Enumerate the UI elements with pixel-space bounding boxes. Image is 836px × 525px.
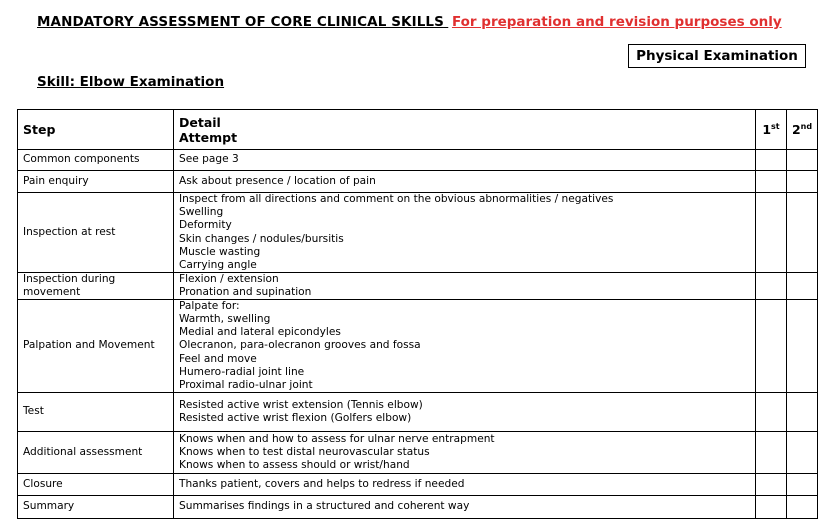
first-attempt-checkbox-cell[interactable]: [756, 193, 787, 273]
detail-cell: [174, 495, 756, 518]
step-line: Additional assessment: [23, 445, 143, 458]
detail-line: Muscle wasting: [179, 245, 261, 258]
detail-line: Thanks patient, covers and helps to redress if needed: [179, 477, 465, 490]
second-attempt-checkbox-cell[interactable]: [787, 431, 818, 473]
second-attempt-checkbox-cell[interactable]: [787, 273, 818, 300]
step-cell: [18, 473, 174, 495]
detail-line: Humero-radial joint line: [179, 365, 305, 378]
step-cell: [18, 431, 174, 473]
skill-title: Skill: Elbow Examination: [37, 74, 225, 90]
step-cell: [18, 300, 174, 393]
detail-cell: [174, 392, 756, 431]
first-attempt-checkbox-cell[interactable]: [756, 300, 787, 393]
step-line: Inspection during: [23, 273, 116, 285]
second-attempt-checkbox-cell[interactable]: [787, 473, 818, 495]
step-cell: [18, 193, 174, 273]
detail-cell: [174, 300, 756, 393]
table-row: [18, 273, 818, 300]
document-header: [37, 14, 782, 30]
second-attempt-checkbox-cell[interactable]: [787, 300, 818, 393]
detail-column-header: [174, 110, 756, 150]
detail-cell: [174, 171, 756, 193]
detail-cell: [174, 150, 756, 171]
second-attempt-checkbox-cell[interactable]: [787, 495, 818, 518]
first-attempt-checkbox-cell[interactable]: [756, 431, 787, 473]
first-attempt-suffix: st: [771, 121, 780, 131]
header-note: For preparation and revision purposes only: [451, 14, 782, 30]
first-attempt-number: 1: [762, 122, 772, 137]
first-attempt-checkbox-cell[interactable]: [756, 273, 787, 300]
step-line: Inspection at rest: [23, 225, 116, 238]
table-row: [18, 300, 818, 393]
detail-line: Deformity: [179, 219, 232, 232]
first-attempt-checkbox-cell[interactable]: [756, 495, 787, 518]
detail-line: Swelling: [179, 206, 224, 219]
detail-line: Warmth, swelling: [179, 313, 271, 326]
table-header-row: [18, 110, 818, 150]
header-gap: [444, 14, 452, 30]
detail-line: Carrying angle: [179, 258, 257, 271]
step-cell: [18, 495, 174, 518]
detail-line: Knows when to test distal neurovascular status: [179, 445, 430, 458]
detail-line: Medial and lateral epicondyles: [179, 326, 341, 339]
detail-line: Resisted active wrist extension (Tennis elbow): [179, 398, 423, 411]
step-line: Palpation and Movement: [23, 339, 155, 352]
attempt-header-line: Attempt: [179, 129, 238, 145]
assessment-table: [17, 109, 818, 519]
step-cell: [18, 171, 174, 193]
second-attempt-checkbox-cell[interactable]: [787, 193, 818, 273]
first-attempt-checkbox-cell[interactable]: [756, 171, 787, 193]
detail-line: Knows when and how to assess for ulnar nerve entrapment: [179, 432, 495, 445]
detail-line: Flexion / extension: [179, 273, 279, 285]
step-line: Test: [23, 405, 44, 418]
detail-cell: [174, 431, 756, 473]
first-attempt-header: [756, 110, 787, 150]
step-line: Summary: [23, 500, 75, 513]
second-attempt-number: 2: [791, 122, 801, 137]
table-row: [18, 473, 818, 495]
detail-line: Knows when to assess should or wrist/hand: [179, 458, 410, 471]
detail-line: Feel and move: [179, 352, 257, 365]
step-line: movement: [23, 286, 81, 299]
table-row: [18, 150, 818, 171]
header-title: MANDATORY ASSESSMENT OF CORE CLINICAL SKILLS: [37, 14, 444, 30]
table-row: [18, 392, 818, 431]
step-cell: [18, 392, 174, 431]
step-column-header: Step: [18, 110, 174, 150]
step-cell: [18, 150, 174, 171]
exam-type-badge: Physical Examination: [628, 44, 806, 68]
detail-cell: [174, 193, 756, 273]
step-line: Closure: [23, 477, 63, 490]
table-row: [18, 193, 818, 273]
second-attempt-checkbox-cell[interactable]: [787, 392, 818, 431]
detail-line: Palpate for:: [179, 300, 240, 313]
step-cell: [18, 273, 174, 300]
step-line: Common components: [23, 153, 140, 166]
detail-cell: [174, 273, 756, 300]
second-attempt-checkbox-cell[interactable]: [787, 171, 818, 193]
first-attempt-checkbox-cell[interactable]: [756, 392, 787, 431]
detail-line: Resisted active wrist flexion (Golfers elbow): [179, 411, 412, 424]
first-attempt-checkbox-cell[interactable]: [756, 473, 787, 495]
step-line: Pain enquiry: [23, 174, 89, 187]
detail-cell: [174, 473, 756, 495]
detail-line: Proximal radio-ulnar joint: [179, 378, 313, 391]
detail-line: Skin changes / nodules/bursitis: [179, 232, 344, 245]
second-attempt-header: [787, 110, 818, 150]
detail-line: Ask about presence / location of pain: [179, 174, 376, 187]
table-row: [18, 495, 818, 518]
detail-header-line: Detail: [179, 114, 221, 130]
detail-line: Olecranon, para-olecranon grooves and fossa: [179, 339, 421, 352]
detail-line: Pronation and supination: [179, 286, 312, 299]
second-attempt-suffix: nd: [800, 121, 813, 131]
table-row: [18, 171, 818, 193]
detail-line: Inspect from all directions and comment on the obvious abnormalities / negatives: [179, 193, 614, 206]
first-attempt-checkbox-cell[interactable]: [756, 150, 787, 171]
table-row: [18, 431, 818, 473]
second-attempt-checkbox-cell[interactable]: [787, 150, 818, 171]
detail-line: Summarises findings in a structured and coherent way: [179, 500, 470, 513]
detail-line: See page 3: [179, 153, 239, 166]
